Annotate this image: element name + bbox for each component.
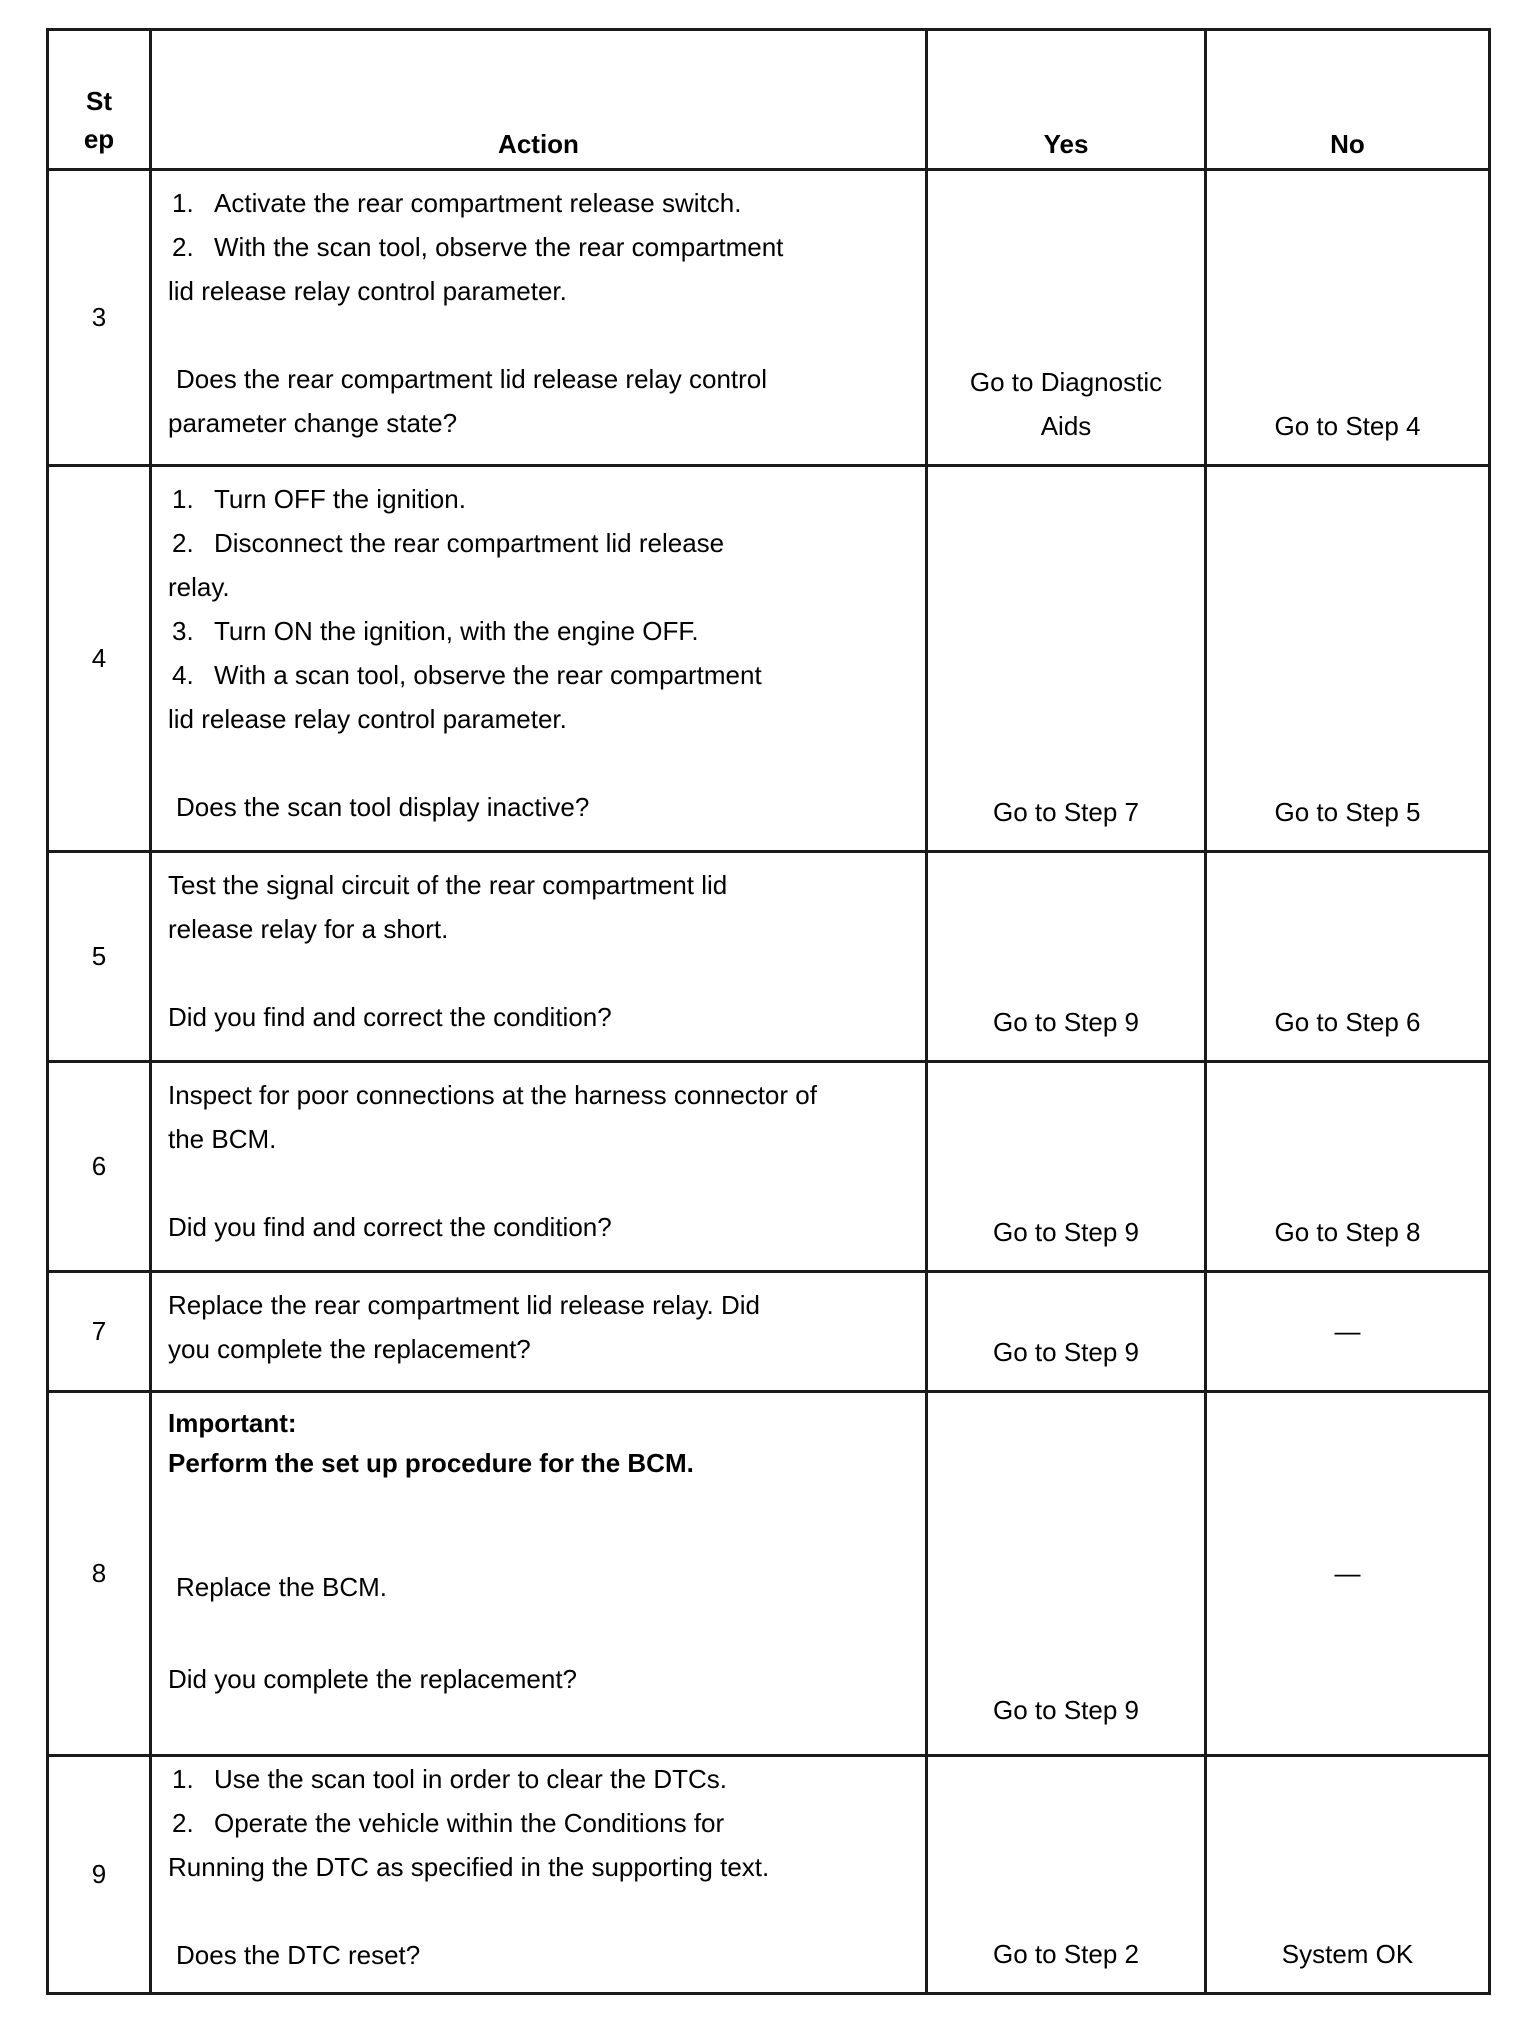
action-cell: [151, 852, 927, 1062]
step-number: 4: [48, 466, 151, 852]
question: Does the DTC reset?: [176, 1940, 421, 1970]
header-action: Action: [151, 30, 927, 170]
table-row: [48, 466, 1490, 852]
table-row: [48, 170, 1490, 466]
step-number: 8: [48, 1392, 151, 1756]
step-number: 9: [48, 1756, 151, 1994]
action-text-l2: the BCM.: [168, 1124, 277, 1154]
question: Did you find and correct the condition?: [168, 1002, 612, 1032]
action-cell: [151, 170, 927, 466]
question-l2: parameter change state?: [168, 408, 458, 438]
list-item-cont: lid release relay control parameter.: [168, 276, 567, 306]
header-row: [48, 30, 1490, 170]
list-item: 1. Turn OFF the ignition.: [172, 484, 466, 514]
list-item: 3. Turn ON the ignition, with the engine OFF.: [172, 616, 699, 646]
action-text-l2: release relay for a short.: [168, 914, 449, 944]
question-l1: Does the rear compartment lid release relay control: [176, 364, 768, 394]
action-cell: [151, 1392, 927, 1756]
yes-cell: Go to Step 9: [927, 1062, 1206, 1272]
table-row: [48, 1062, 1490, 1272]
header-step: [48, 30, 151, 170]
header-step-l1: St: [86, 86, 112, 116]
yes-cell: Go to Step 7: [927, 466, 1206, 852]
no-cell: System OK: [1206, 1756, 1490, 1994]
action-cell: [151, 1062, 927, 1272]
diagnostic-table: [46, 28, 1491, 1995]
action-cell: [151, 1756, 927, 1994]
list-item-cont: lid release relay control parameter.: [168, 704, 567, 734]
no-cell: Go to Step 5: [1206, 466, 1490, 852]
important-label: Important:: [168, 1408, 297, 1438]
no-cell: —: [1206, 1392, 1490, 1756]
header-no: No: [1206, 30, 1490, 170]
list-item: 2. Operate the vehicle within the Conditions for: [172, 1808, 725, 1838]
table-row: [48, 1756, 1490, 1994]
yes-cell: Go to Step 2: [927, 1756, 1206, 1994]
list-item: 1. Activate the rear compartment release switch.: [172, 188, 742, 218]
yes-cell: Go to Step 9: [927, 1272, 1206, 1392]
action-text-l2: you complete the replacement?: [168, 1334, 531, 1364]
no-cell: —: [1206, 1272, 1490, 1392]
question: Does the scan tool display inactive?: [176, 792, 590, 822]
yes-cell: [927, 170, 1206, 466]
important-text: Perform the set up procedure for the BCM.: [168, 1448, 694, 1478]
step-number: 7: [48, 1272, 151, 1392]
question: Did you complete the replacement?: [168, 1664, 578, 1694]
list-item: 2. Disconnect the rear compartment lid release: [172, 528, 725, 558]
list-item-cont: relay.: [168, 572, 230, 602]
instruction: Replace the BCM.: [176, 1572, 387, 1602]
step-number: 3: [48, 170, 151, 466]
list-item: 4. With a scan tool, observe the rear compartment: [172, 660, 762, 690]
action-cell: [151, 466, 927, 852]
header-yes: Yes: [927, 30, 1206, 170]
no-cell: Go to Step 8: [1206, 1062, 1490, 1272]
list-item: 2. With the scan tool, observe the rear compartment: [172, 232, 784, 262]
list-item-cont: Running the DTC as specified in the supporting text.: [168, 1852, 770, 1882]
step-number: 5: [48, 852, 151, 1062]
no-cell: Go to Step 6: [1206, 852, 1490, 1062]
table-row: [48, 1392, 1490, 1756]
yes-cell: Go to Step 9: [927, 1392, 1206, 1756]
yes-text-l2: Aids: [1040, 411, 1092, 441]
no-cell: Go to Step 4: [1206, 170, 1490, 466]
action-text-l1: Inspect for poor connections at the harness connector of: [168, 1080, 817, 1110]
yes-cell: Go to Step 9: [927, 852, 1206, 1062]
table-row: [48, 1272, 1490, 1392]
step-number: 6: [48, 1062, 151, 1272]
question: Did you find and correct the condition?: [168, 1212, 612, 1242]
table-row: [48, 852, 1490, 1062]
action-text-l1: Replace the rear compartment lid release relay. Did: [168, 1290, 761, 1320]
action-cell: [151, 1272, 927, 1392]
action-text-l1: Test the signal circuit of the rear compartment lid: [168, 870, 728, 900]
header-step-l2: ep: [83, 124, 115, 154]
yes-text-l1: Go to Diagnostic: [969, 367, 1163, 397]
list-item: 1. Use the scan tool in order to clear the DTCs.: [172, 1764, 728, 1794]
